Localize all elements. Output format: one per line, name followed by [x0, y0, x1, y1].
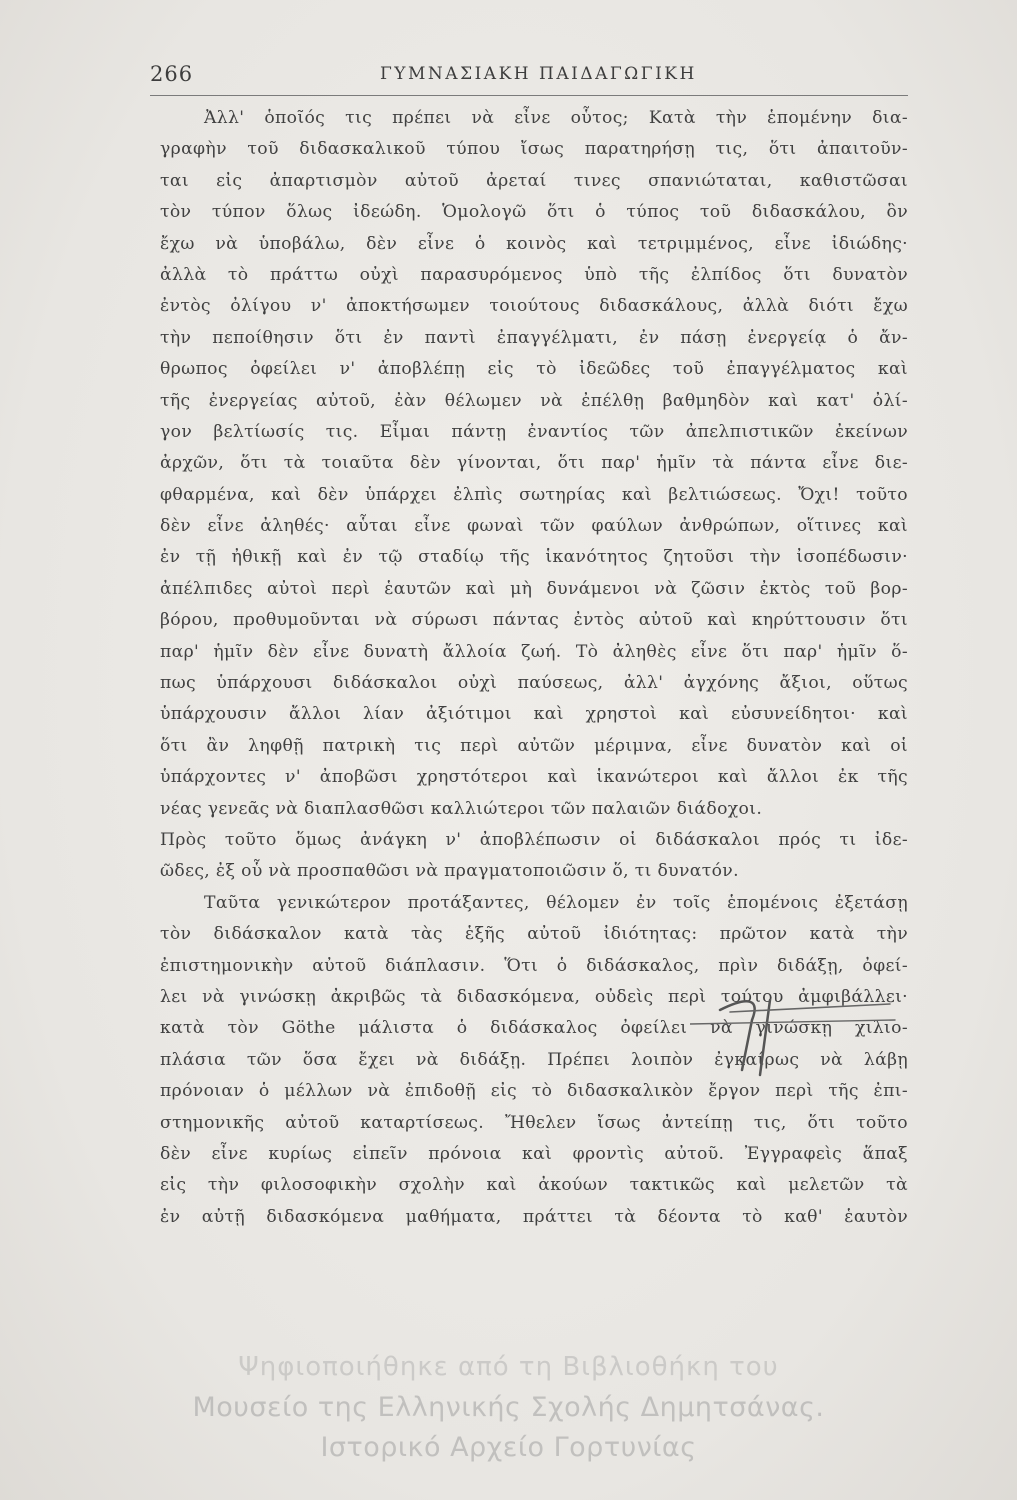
text-line: δὲν εἶνε κυρίως εἰπεῖν πρόνοια καὶ φροντὶς αὐτοῦ. Ἐγγραφεὶς ἅπαξ — [160, 1143, 908, 1164]
text-line: τῆς ἐνεργείας αὐτοῦ, ἐὰν θέλωμεν νὰ ἐπέλθῃ βαθμηδὸν καὶ κατ' ὀλί- — [160, 390, 908, 411]
text-line: ὅτι ἂν ληφθῇ πατρικὴ τις περὶ αὐτῶν μέριμνα, εἶνε δυνατὸν καὶ οἱ — [160, 735, 908, 756]
text-line: τὴν πεποίθησιν ὅτι ἐν παντὶ ἐπαγγέλματι, ἐν πάσῃ ἐνεργείᾳ ὁ ἄν- — [160, 327, 908, 348]
text-line: γον βελτίωσίς τις. Εἶμαι πάντῃ ἐναντίος τῶν ἀπελπιστικῶν ἐκείνων — [160, 421, 908, 442]
text-line: τὸν τύπον ὅλως ἰδεώδη. Ὁμολογῶ ὅτι ὁ τύπος τοῦ διδασκάλου, ὃν — [160, 202, 908, 223]
watermark-line-1: Ψηφιοποιήθηκε από τη Βιβλιοθήκη του — [238, 1352, 779, 1382]
running-head: ΓΥΜΝΑΣΙΑΚΗ ΠΑΙΔΑΓΩΓΙΚΗ — [380, 64, 697, 84]
watermark-line-3: Ιστορικό Αρχείο Γορτυνίας — [320, 1432, 697, 1463]
text-line: πως ὑπάρχουσι διδάσκαλοι οὐχὶ παύσεως, ἀλλ' ἀγχόνης ἄξιοι, οὕτως — [160, 673, 908, 694]
watermark-line-2: Μουσείο της Ελληνικής Σχολής Δημητσάνας. — [192, 1392, 825, 1423]
header-rule — [150, 95, 908, 96]
text-line: ἀρχῶν, ὅτι τὰ τοιαῦτα δὲν γίνονται, ὅτι παρ' ἡμῖν τὰ πάντα εἶνε διε- — [160, 453, 908, 474]
text-line: ται εἰς ἀπαρτισμὸν αὐτοῦ ἀρεταί τινες σπανιώταται, καθιστῶσαι — [160, 170, 908, 191]
text-line: πλάσια τῶν ὅσα ἔχει νὰ διδάξῃ. Πρέπει λοιπὸν ἐγκαίρως νὰ λάβῃ — [160, 1049, 908, 1070]
text-line: ἐν τῇ ἠθικῇ καὶ ἐν τῷ σταδίῳ τῆς ἱκανότητος ζητοῦσι τὴν ἰσοπέδωσιν· — [160, 547, 908, 568]
text-line: Ταῦτα γενικώτερον προτάξαντες, θέλομεν ἐν τοῖς ἑπομένοις ἐξετάσῃ — [204, 892, 908, 913]
text-line: ἐπιστημονικὴν αὐτοῦ διάπλασιν. Ὅτι ὁ διδάσκαλος, πρὶν διδάξῃ, ὀφεί- — [160, 955, 908, 976]
page-number: 266 — [150, 62, 194, 86]
text-line: ὑπάρχοντες ν' ἀποβῶσι χρηστότεροι καὶ ἱκανώτεροι καὶ ἄλλοι ἐκ τῆς — [160, 767, 908, 788]
text-line: τὸν διδάσκαλον κατὰ τὰς ἑξῆς αὐτοῦ ἰδιότητας: πρῶτον κατὰ τὴν — [160, 924, 908, 945]
text-line: στημονικῆς αὐτοῦ καταρτίσεως. Ἤθελεν ἴσως ἀντείπῃ τις, ὅτι τοῦτο — [160, 1112, 908, 1133]
text-line: ἀπέλπιδες αὐτοὶ περὶ ἑαυτῶν καὶ μὴ δυνάμενοι νὰ ζῶσιν ἐκτὸς τοῦ βορ- — [160, 578, 908, 599]
text-line: γραφὴν τοῦ διδασκαλικοῦ τύπου ἴσως παρατηρήσῃ τις, ὅτι ἀπαιτοῦν- — [160, 139, 908, 160]
text-line: Πρὸς τοῦτο ὅμως ἀνάγκη ν' ἀποβλέπωσιν οἱ διδάσκαλοι πρός τι ἰδε- — [160, 829, 908, 850]
text-line: πρόνοιαν ὁ μέλλων νὰ ἐπιδοθῇ εἰς τὸ διδασκαλικὸν ἔργον περὶ τῆς ἐπι- — [160, 1081, 908, 1102]
text-line: φθαρμένα, καὶ δὲν ὑπάρχει ἐλπὶς σωτηρίας καὶ βελτιώσεως. Ὄχι! τοῦτο — [160, 484, 908, 505]
pencil-annotation-mark — [690, 990, 910, 1080]
text-line: νέας γενεᾶς νὰ διαπλασθῶσι καλλιώτεροι τῶν παλαιῶν διάδοχοι. — [160, 798, 763, 819]
text-line: ῶδες, ἐξ οὗ νὰ προσπαθῶσι νὰ πραγματοποιῶσιν ὅ, τι δυνατόν. — [160, 861, 739, 882]
text-line: ἐν αὐτῇ διδασκόμενα μαθήματα, πράττει τὰ δέοντα τὸ καθ' ἑαυτὸν — [160, 1206, 908, 1227]
text-line: παρ' ἡμῖν δὲν εἶνε δυνατὴ ἄλλοία ζωή. Τὸ ἀληθὲς εἶνε ὅτι παρ' ἡμῖν ὅ- — [160, 641, 908, 662]
text-line: ἐντὸς ὀλίγου ν' ἀποκτήσωμεν τοιούτους διδασκάλους, ἀλλὰ διότι ἔχω — [160, 296, 908, 317]
text-line: ὑπάρχουσιν ἄλλοι λίαν ἀξιότιμοι καὶ χρηστοὶ καὶ εὐσυνείδητοι· καὶ — [160, 704, 908, 725]
text-line: ἔχω νὰ ὑποβάλω, δὲν εἶνε ὁ κοινὸς καὶ τετριμμένος, εἶνε ἰδιώδης· — [160, 233, 908, 254]
text-line: εἰς τὴν φιλοσοφικὴν σχολὴν καὶ ἀκούων τακτικῶς καὶ μελετῶν τὰ — [160, 1175, 908, 1196]
text-line: λει νὰ γινώσκῃ ἀκριβῶς τὰ διδασκόμενα, οὐδεὶς περὶ τούτου ἀμφιβάλλει· — [160, 986, 908, 1007]
page-header — [150, 62, 910, 92]
text-line: Ἀλλ' ὁποῖός τις πρέπει νὰ εἶνε οὗτος; Κατὰ τὴν ἑπομένην δια- — [204, 108, 908, 128]
text-line: δὲν εἶνε ἀληθές· αὗται εἶνε φωναὶ τῶν φαύλων ἀνθρώπων, οἵτινες καὶ — [160, 516, 908, 537]
text-line: ἀλλὰ τὸ πράττω οὐχὶ παρασυρόμενος ὑπὸ τῆς ἐλπίδος ὅτι δυνατὸν — [160, 264, 908, 285]
text-line: θρωπος ὀφείλει ν' ἀποβλέπῃ εἰς τὸ ἰδεῶδες τοῦ ἐπαγγέλματος καὶ — [160, 359, 908, 380]
text-line: βόρου, προθυμοῦνται νὰ σύρωσι πάντας ἐντὸς αὐτοῦ καὶ κηρύττουσιν ὅτι — [160, 610, 908, 631]
text-line: κατὰ τὸν Göthe μάλιστα ὁ διδάσκαλος ὀφείλει νὰ γινώσκῃ χιλιο- — [160, 1018, 908, 1039]
